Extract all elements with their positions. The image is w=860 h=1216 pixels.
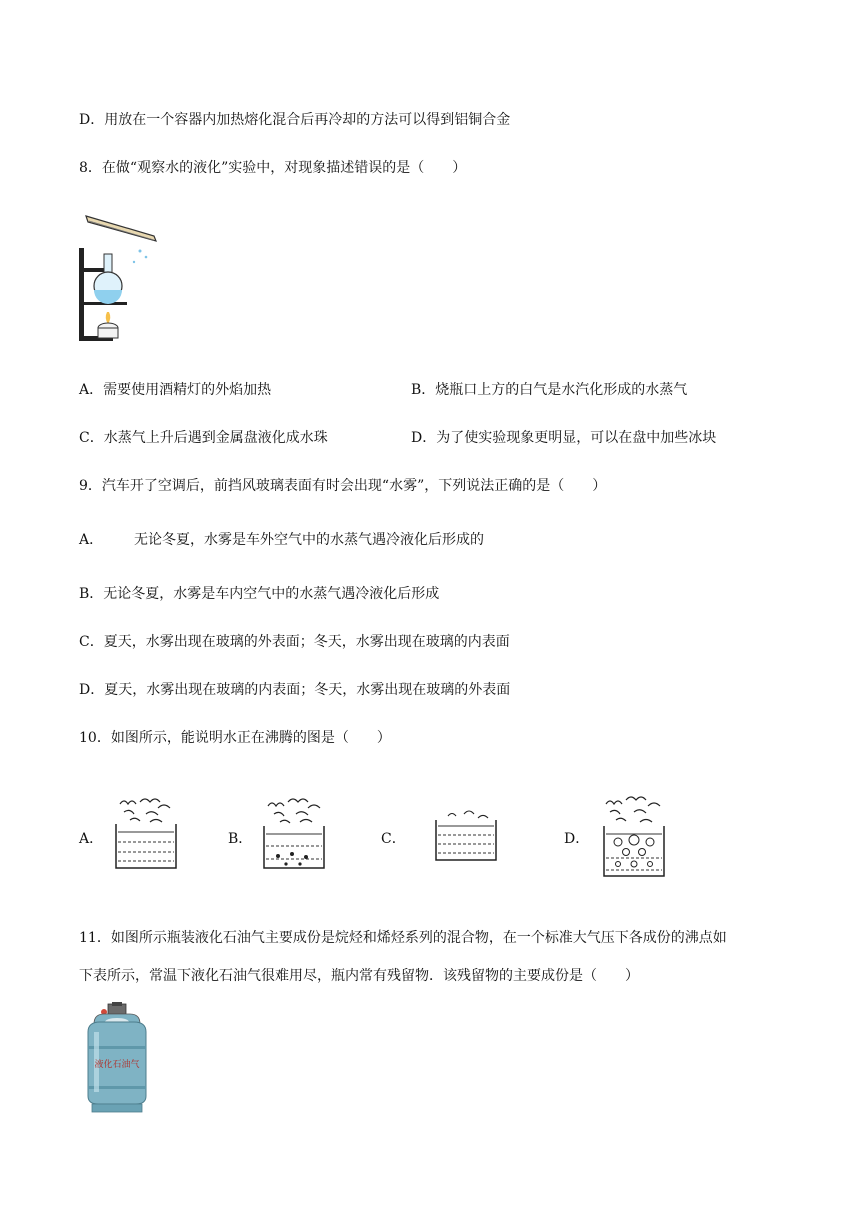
beaker-a-figure (110, 796, 184, 874)
q11-stem-line2: 下表所示，常温下液化石油气很难用尽，瓶内常有残留物．该残留物的主要成份是（ ） (79, 968, 639, 984)
q10-stem: 10．如图所示，能说明水正在沸腾的图是（ ） (79, 730, 391, 746)
beaker-b-figure (258, 796, 332, 874)
q10-label-b: B． (228, 831, 253, 847)
q8-option-c: C．水蒸气上升后遇到金属盘液化成水珠 (79, 430, 328, 446)
q10-label-d: D． (564, 831, 590, 847)
lpg-cylinder-figure (78, 1002, 156, 1114)
q8-option-a: A．需要使用酒精灯的外焰加热 (79, 382, 272, 398)
q10-label-c: C． (381, 831, 406, 847)
q7-option-d: D．用放在一个容器内加热熔化混合后再冷却的方法可以得到铝铜合金 (79, 112, 511, 128)
q8-stem: 8．在做“观察水的液化”实验中，对现象描述错误的是（ ） (79, 160, 467, 176)
q8-option-b: B．烧瓶口上方的白气是水汽化形成的水蒸气 (411, 382, 688, 398)
beaker-d-figure (596, 794, 672, 882)
cylinder-label-text: 液化石油气 (94, 1060, 140, 1070)
q10-label-a: A． (79, 831, 104, 847)
q9-option-c: C．夏天，水雾出现在玻璃的外表面；冬天，水雾出现在玻璃的内表面 (79, 634, 510, 650)
q11-stem-line1: 11．如图所示瓶装液化石油气主要成份是烷烃和烯烃系列的混合物，在一个标准大气压下各成份的沸点如 (79, 930, 727, 946)
beaker-c-figure (430, 806, 504, 866)
q9-option-d: D．夏天，水雾出现在玻璃的内表面；冬天，水雾出现在玻璃的外表面 (79, 682, 511, 698)
q9-option-b: B．无论冬夏，水雾是车内空气中的水蒸气遇冷液化后形成 (79, 586, 440, 602)
liquefaction-apparatus-figure (76, 210, 160, 346)
q9-option-a-text: 无论冬夏，水雾是车外空气中的水蒸气遇冷液化后形成的 (134, 532, 484, 548)
q8-option-d: D．为了使实验现象更明显，可以在盘中加些冰块 (411, 430, 717, 446)
q9-option-a-label: A． (79, 532, 104, 548)
q9-stem: 9．汽车开了空调后，前挡风玻璃表面有时会出现“水雾”，下列说法正确的是（ ） (79, 478, 607, 494)
